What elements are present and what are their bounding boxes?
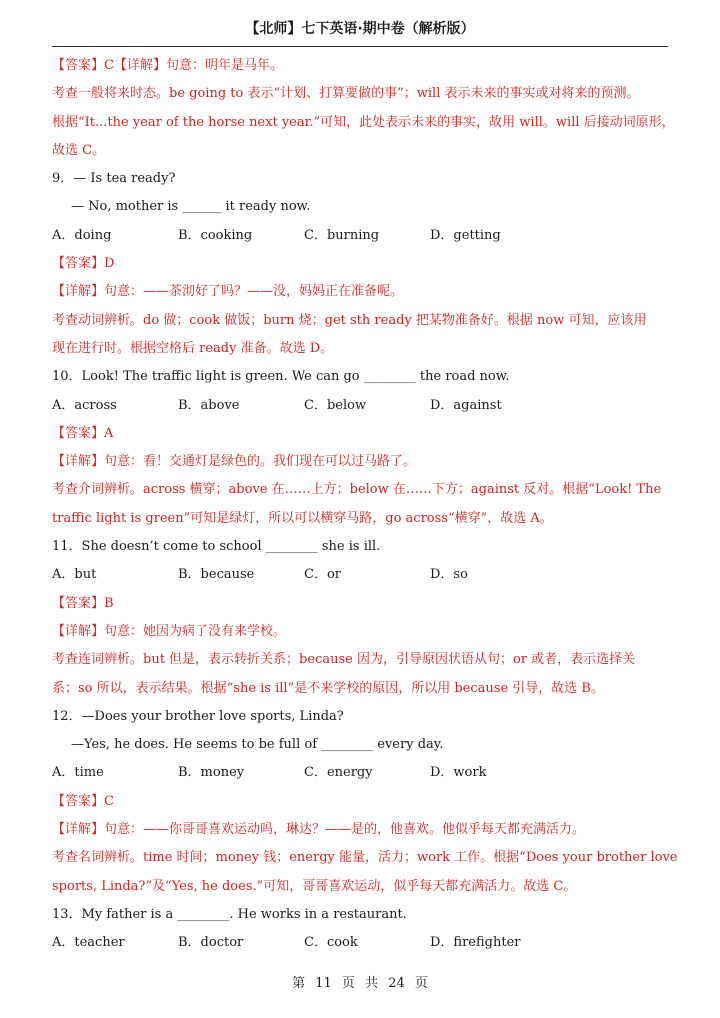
option-a: A．time: [52, 765, 104, 781]
option-a: A．doing: [52, 227, 112, 243]
option-d: D．against: [430, 397, 502, 413]
option-c: C．cook: [304, 935, 358, 951]
answer-line: 【答案】C【详解】句意：明年是马年。: [52, 58, 283, 73]
explanation-line: traffic light is green”可知是绿灯，所以可以横穿马路，go across“横穿”，故选 A。: [52, 510, 553, 526]
explanation-line: sports, Linda?”及“Yes, he does.”可知，哥哥喜欢运动，似乎每天都充满活力。故选 C。: [52, 878, 577, 894]
page-footer: [0, 972, 720, 991]
option-d: D．work: [430, 765, 487, 781]
option-a: A．teacher: [52, 935, 125, 951]
answer-line: 【答案】A: [52, 425, 114, 441]
option-d: D．getting: [430, 227, 501, 243]
option-b: B．because: [178, 567, 255, 583]
answer-line: 【答案】B: [52, 595, 114, 611]
option-c: C．or: [304, 567, 341, 583]
option-c: C．burning: [304, 227, 380, 243]
options-row: [52, 222, 672, 250]
option-c: C．energy: [304, 765, 373, 781]
explanation-line: 系；so 所以，表示结果。根据“she is ill”是不来学校的原因，所以用 because 引导，故选 B。: [52, 680, 604, 696]
option-b: B．cooking: [178, 227, 253, 243]
explanation-line: 【详解】句意：——你哥哥喜欢运动吗，琳达？——是的，他喜欢。他似乎每天都充满活力。: [52, 822, 586, 838]
question-line: 11．She doesn’t come to school ________ she is ill.: [52, 539, 381, 555]
explanation-line: 【详解】句意：看！交通灯是绿色的。我们现在可以过马路了。: [52, 454, 417, 470]
question-line: 13．My father is a ________. He works in a restaurant.: [52, 906, 407, 922]
option-b: B．money: [178, 765, 245, 781]
question-line: 9．— Is tea ready?: [52, 171, 176, 187]
explanation-line: 考查名词辨析。time 时间；money 钱；energy 能量，活力；work 工作。根据“Does your brother love: [52, 850, 678, 866]
explanation-line: 【详解】句意：她因为病了没有来学校。: [52, 623, 287, 639]
explanation-line: 故选 C。: [52, 142, 106, 158]
explanation-line: 现在进行时。根据空格后 ready 准备。故选 D。: [52, 340, 334, 356]
question-line: 12．—Does your brother love sports, Linda?: [52, 708, 344, 724]
explanation-line: 考查介词辨析。across 横穿；above 在……上方；below 在……下方；against 反对。根据“Look! The: [52, 482, 662, 498]
header-divider: [52, 46, 668, 47]
page-header-title: 【北师】七下英语·期中卷（解析版）: [245, 21, 475, 37]
option-c: C．below: [304, 397, 367, 413]
explanation-line: 根据“It...the year of the horse next year.”可知，此处表示未来的事实，故用 will。will 后接动词原形，: [52, 114, 675, 130]
document-body: [52, 52, 678, 958]
option-a: A．across: [52, 397, 117, 413]
page-number: 第 11 页 共 24 页: [292, 976, 428, 991]
options-row: [52, 561, 672, 589]
options-row: [52, 759, 672, 787]
option-d: D．so: [430, 567, 468, 583]
options-row: [52, 392, 672, 420]
page-header: [52, 18, 668, 38]
explanation-line: 考查动词辨析。do 做；cook 做饭；burn 烧；get sth ready 把某物准备好。根据 now 可知，应该用: [52, 312, 647, 328]
explanation-line: 【详解】句意：——茶沏好了吗？——没，妈妈正在准备呢。: [52, 284, 404, 300]
answer-line: 【答案】D: [52, 256, 115, 272]
options-row: [52, 929, 672, 957]
option-d: D．firefighter: [430, 935, 521, 951]
answer-line: 【答案】C: [52, 793, 114, 809]
question-line: —Yes, he does. He seems to be full of ________ every day.: [71, 737, 444, 753]
explanation-line: 考查一般将来时态。be going to 表示“计划、打算要做的事”；will 表示未来的事实或对将来的预测。: [52, 86, 640, 102]
question-line: — No, mother is ______ it ready now.: [71, 199, 311, 215]
question-line: 10．Look! The traffic light is green. We can go ________ the road now.: [52, 369, 510, 385]
option-b: B．doctor: [178, 935, 244, 951]
option-b: B．above: [178, 397, 240, 413]
explanation-line: 考查连词辨析。but 但是，表示转折关系；because 因为，引导原因状语从句；or 或者，表示选择关: [52, 652, 636, 668]
option-a: A．but: [52, 567, 97, 583]
